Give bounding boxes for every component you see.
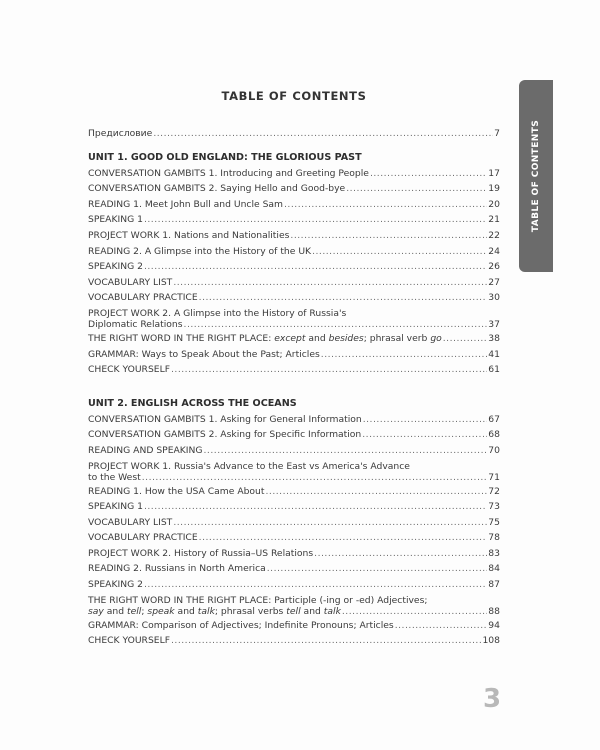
unit-1-heading: UNIT 1. GOOD OLD ENGLAND: THE GLORIOUS PAST xyxy=(88,151,362,163)
label-part: and xyxy=(174,606,198,618)
leader-dots xyxy=(204,443,488,459)
side-tab-label: TABLE OF CONTENTS xyxy=(531,119,541,233)
leader-dots xyxy=(171,633,481,649)
toc-entry-page: 67 xyxy=(488,413,500,425)
toc-entry-page: 21 xyxy=(488,214,500,226)
label-italic: go xyxy=(430,332,442,344)
leader-dots xyxy=(173,515,487,531)
toc-entry[interactable] xyxy=(88,443,500,459)
toc-entry-right-word[interactable] xyxy=(88,595,500,618)
leader-dots xyxy=(314,546,487,562)
leader-dots xyxy=(321,347,488,363)
toc-entry-page: 7 xyxy=(494,128,500,139)
toc-entry-label: VOCABULARY PRACTICE xyxy=(88,292,198,304)
toc-entry-label: PROJECT WORK 2. History of Russia–US Relations xyxy=(88,547,314,559)
toc-entry[interactable] xyxy=(88,347,500,363)
toc-entry-page: 71 xyxy=(488,472,500,483)
toc-entry-page: 30 xyxy=(488,292,500,304)
toc-entry-label: SPEAKING 2 xyxy=(88,579,143,591)
side-tab xyxy=(519,80,553,272)
leader-dots xyxy=(199,530,488,546)
toc-entry-label: READING 2. Russians in North America xyxy=(88,563,266,575)
leader-dots xyxy=(144,259,487,275)
toc-entry[interactable] xyxy=(88,275,500,291)
unit-2-heading: UNIT 2. ENGLISH ACROSS THE OCEANS xyxy=(88,397,297,409)
toc-entry[interactable] xyxy=(88,259,500,275)
leader-dots xyxy=(370,166,487,182)
toc-entry-label: CONVERSATION GAMBITS 1. Asking for General Information xyxy=(88,413,362,425)
label-part: ; phrasal verbs xyxy=(214,606,287,618)
toc-entry-page: 78 xyxy=(488,532,500,544)
toc-entry-page: 75 xyxy=(488,516,500,528)
toc-entry-label: PROJECT WORK 1. Nations and Nationalities xyxy=(88,229,290,241)
leader-dots xyxy=(395,618,488,634)
leader-dots xyxy=(346,181,487,197)
leader-dots xyxy=(142,472,488,484)
toc-entry[interactable] xyxy=(88,197,500,213)
leader-dots xyxy=(362,427,487,443)
toc-entry-page: 108 xyxy=(482,635,500,647)
toc-entry-page: 24 xyxy=(488,245,500,257)
toc-entry-page: 88 xyxy=(488,606,500,618)
page-number: 3 xyxy=(483,684,502,714)
toc-entry-label: PROJECT WORK 1. Russia's Advance to the East vs America's Advance xyxy=(88,460,410,472)
toc-entry-label: Предисловие xyxy=(88,128,153,139)
toc-entry-label: CONVERSATION GAMBITS 1. Introducing and Greeting People xyxy=(88,167,369,179)
toc-entry[interactable] xyxy=(88,618,500,634)
toc-entry-label: SPEAKING 1 xyxy=(88,501,143,513)
toc-entry-page: 94 xyxy=(488,619,500,631)
toc-entry-label: VOCABULARY PRACTICE xyxy=(88,532,198,544)
toc-entry-label-cont: to the West xyxy=(88,472,141,483)
toc-entry-label: READING AND SPEAKING xyxy=(88,444,203,456)
toc-entry[interactable] xyxy=(88,362,500,378)
label-part: and xyxy=(300,606,324,618)
leader-dots xyxy=(267,561,488,577)
label-italic: besides xyxy=(328,332,364,344)
label-part: ; phrasal verb xyxy=(363,332,431,344)
leader-dots xyxy=(171,362,487,378)
label-italic: say xyxy=(88,606,104,618)
leader-dots xyxy=(312,244,487,260)
toc-entry-page: 61 xyxy=(488,364,500,376)
leader-dots xyxy=(173,275,487,291)
leader-dots xyxy=(184,319,488,331)
toc-entry-label xyxy=(88,331,442,347)
leader-dots xyxy=(144,212,487,228)
toc-entry[interactable] xyxy=(88,515,500,531)
toc-entry-page: 83 xyxy=(488,547,500,559)
label-italic: talk xyxy=(197,606,215,618)
toc-entry[interactable] xyxy=(88,530,500,546)
toc-entry[interactable] xyxy=(88,228,500,244)
toc-entry-label: SPEAKING 1 xyxy=(88,214,143,226)
leader-dots xyxy=(342,606,487,618)
toc-entry-page: 41 xyxy=(488,348,500,360)
label-part: ; xyxy=(141,606,148,618)
toc-entry-label: CONVERSATION GAMBITS 2. Saying Hello and Good-bye xyxy=(88,183,346,195)
label-italic: tell xyxy=(127,606,142,618)
leader-dots xyxy=(363,412,488,428)
toc-entry-label-cont xyxy=(88,606,341,618)
toc-entry[interactable] xyxy=(88,484,500,500)
toc-entry-page: 26 xyxy=(488,261,500,273)
toc-entry-preface[interactable] xyxy=(88,126,500,142)
toc-entry[interactable] xyxy=(88,181,500,197)
leader-dots xyxy=(153,126,493,142)
toc-entry-multiline[interactable] xyxy=(88,308,500,331)
toc-entry-page: 27 xyxy=(488,276,500,288)
leader-dots xyxy=(144,577,487,593)
toc-entry-page: 22 xyxy=(488,229,500,241)
leader-dots xyxy=(290,228,487,244)
leader-dots xyxy=(144,499,487,515)
toc-entry-page: 70 xyxy=(488,444,500,456)
toc-entry-label: VOCABULARY LIST xyxy=(88,516,173,528)
label-italic: talk xyxy=(323,606,341,618)
toc-entry[interactable] xyxy=(88,290,500,306)
table-of-contents xyxy=(88,122,500,649)
toc-entry-label: CONVERSATION GAMBITS 2. Asking for Specific Information xyxy=(88,429,362,441)
leader-dots xyxy=(265,484,487,500)
toc-entry[interactable] xyxy=(88,577,500,593)
label-italic: except xyxy=(274,332,306,344)
toc-entry-page: 73 xyxy=(488,501,500,513)
toc-entry[interactable] xyxy=(88,166,500,182)
toc-entry-label: THE RIGHT WORD IN THE RIGHT PLACE: Participle (-ing or -ed) Adjectives; xyxy=(88,594,428,606)
toc-entry-label: CHECK YOURSELF xyxy=(88,635,170,647)
toc-entry-label: CHECK YOURSELF xyxy=(88,364,170,376)
leader-dots xyxy=(199,290,488,306)
toc-entry-page: 20 xyxy=(488,198,500,210)
toc-entry[interactable] xyxy=(88,546,500,562)
leader-dots xyxy=(443,331,488,347)
toc-entry[interactable] xyxy=(88,633,500,649)
toc-entry-page: 19 xyxy=(488,183,500,195)
toc-entry-label-cont: Diplomatic Relations xyxy=(88,319,183,331)
label-part: and xyxy=(305,332,329,344)
toc-entry-label: GRAMMAR: Ways to Speak About the Past; Articles xyxy=(88,348,320,360)
spacer xyxy=(88,378,500,388)
leader-dots xyxy=(284,197,487,213)
toc-entry-label: PROJECT WORK 2. A Glimpse into the History of Russia's xyxy=(88,307,347,319)
label-part: and xyxy=(103,606,127,618)
toc-entry-label: SPEAKING 2 xyxy=(88,261,143,273)
toc-entry[interactable] xyxy=(88,412,500,428)
page-title: TABLE OF CONTENTS xyxy=(221,89,367,103)
toc-entry-page: 38 xyxy=(488,332,500,344)
toc-entry-multiline[interactable] xyxy=(88,461,500,484)
toc-entry-page: 87 xyxy=(488,579,500,591)
toc-entry-label: READING 2. A Glimpse into the History of the UK xyxy=(88,245,312,257)
toc-entry[interactable] xyxy=(88,244,500,260)
label-italic: tell xyxy=(286,606,301,618)
toc-entry-page: 84 xyxy=(488,563,500,575)
toc-entry-right-word[interactable] xyxy=(88,331,500,347)
toc-entry-label: VOCABULARY LIST xyxy=(88,276,173,288)
toc-entry-label: GRAMMAR: Comparison of Adjectives; Indefinite Pronouns; Articles xyxy=(88,619,394,631)
toc-entry[interactable] xyxy=(88,427,500,443)
label-part: THE RIGHT WORD IN THE RIGHT PLACE: xyxy=(88,332,275,344)
toc-entry[interactable] xyxy=(88,499,500,515)
toc-entry-page: 72 xyxy=(488,485,500,497)
toc-entry-page: 68 xyxy=(488,429,500,441)
toc-entry[interactable] xyxy=(88,212,500,228)
toc-entry-page: 17 xyxy=(488,167,500,179)
toc-entry[interactable] xyxy=(88,561,500,577)
toc-entry-label: READING 1. Meet John Bull and Uncle Sam xyxy=(88,198,284,210)
toc-entry-page: 37 xyxy=(488,319,500,331)
label-italic: speak xyxy=(147,606,175,618)
toc-entry-label: READING 1. How the USA Came About xyxy=(88,485,265,497)
